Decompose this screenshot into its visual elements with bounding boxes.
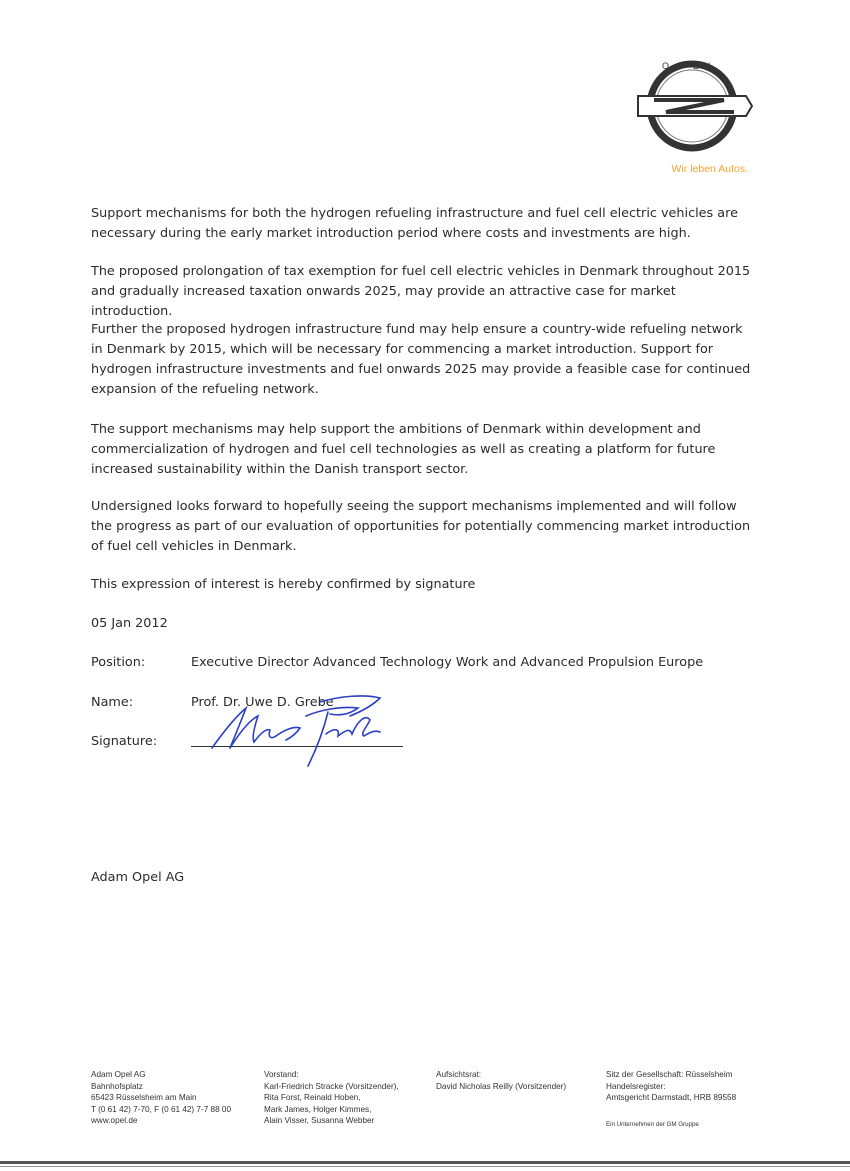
footer-registry-line: Amtsgericht Darmstadt, HRB 89558 [606, 1093, 737, 1103]
footer-board-line: Vorstand: [264, 1070, 299, 1079]
footer-board-line: Karl-Friedrich Stracke (Vorsitzender), [264, 1081, 399, 1091]
signature-label: Signature: [91, 734, 158, 749]
footer-board [264, 1069, 399, 1127]
footer-supervisory-line: David Nicholas Reilly (Vorsitzender) [436, 1081, 567, 1091]
paragraph-5: Undersigned looks forward to hopefully seeing the support mechanisms implemented and will follow the progress as part of our evaluation of opportunities for potentially commencing market introduction of fuel cell vehicles in Denmark. [91, 499, 751, 554]
paragraph-1: Support mechanisms for both the hydrogen refueling infrastructure and fuel cell electric vehicles are necessary during the early market introduction period where costs and investments are high. [91, 206, 738, 241]
confirmation-line: This expression of interest is hereby confirmed by signature [91, 577, 476, 592]
footer-supervisory-line: Aufsichtsrat: [436, 1070, 482, 1079]
gm-group-note: Ein Unternehmen der GM Gruppe [606, 1121, 699, 1128]
footer-address-line: 65423 Rüsselsheim am Main [91, 1093, 197, 1103]
opel-logo [632, 52, 754, 160]
position-value: Executive Director Advanced Technology Work and Advanced Propulsion Europe [191, 655, 704, 670]
name-label: Name: [91, 695, 134, 710]
footer-board-line: Alain Visser, Susanna Webber [264, 1116, 375, 1126]
paragraph-4: The support mechanisms may help support the ambitions of Denmark within development and commercialization of hydrogen and fuel cell technologies as well as creating a platform for future increased sustainability within the Danish transport sector. [91, 422, 716, 477]
footer-address-line: Bahnhofsplatz [91, 1081, 143, 1091]
footer-address-line: T (0 61 42) 7-70, F (0 61 42) 7-7 88 00 [91, 1104, 232, 1114]
footer-board-line: Mark James, Holger Kimmes, [264, 1104, 372, 1114]
footer-address-line: Adam Opel AG [91, 1070, 146, 1079]
bottom-border-thin [0, 1166, 850, 1167]
footer-registry-line: Handelsregister: [606, 1081, 666, 1091]
footer-address [91, 1069, 231, 1127]
footer-board-line: Rita Forst, Reinald Hoben, [264, 1093, 361, 1103]
paragraph-2: The proposed prolongation of tax exemption for fuel cell electric vehicles in Denmark throughout 2015 and gradually increased taxation onwards 2025, may provide an attractive case for market introduction. [91, 264, 751, 319]
bottom-border [0, 1161, 850, 1164]
name-value: Prof. Dr. Uwe D. Grebe [191, 695, 334, 710]
logo-letters: OPEL [661, 61, 723, 71]
letter-date: 05 Jan 2012 [91, 616, 168, 631]
position-label: Position: [91, 655, 146, 670]
handwritten-signature [200, 690, 390, 770]
footer-supervisory [436, 1069, 566, 1092]
paragraph-3: Further the proposed hydrogen infrastructure fund may help ensure a country-wide refueling network in Denmark by 2015, which will be necessary for commencing a market introduction. Support for hydrogen infrastructure investments and fuel onwards 2025 may provide a feasible case for continued expansion of the refueling network. [91, 322, 751, 397]
company-name: Adam Opel AG [91, 870, 185, 885]
slogan: Wir leben Autos. [671, 163, 748, 175]
footer-website: www.opel.de [91, 1116, 138, 1126]
footer-registry-line: Sitz der Gesellschaft: Rüsselsheim [606, 1070, 733, 1079]
footer-registry [606, 1069, 736, 1104]
